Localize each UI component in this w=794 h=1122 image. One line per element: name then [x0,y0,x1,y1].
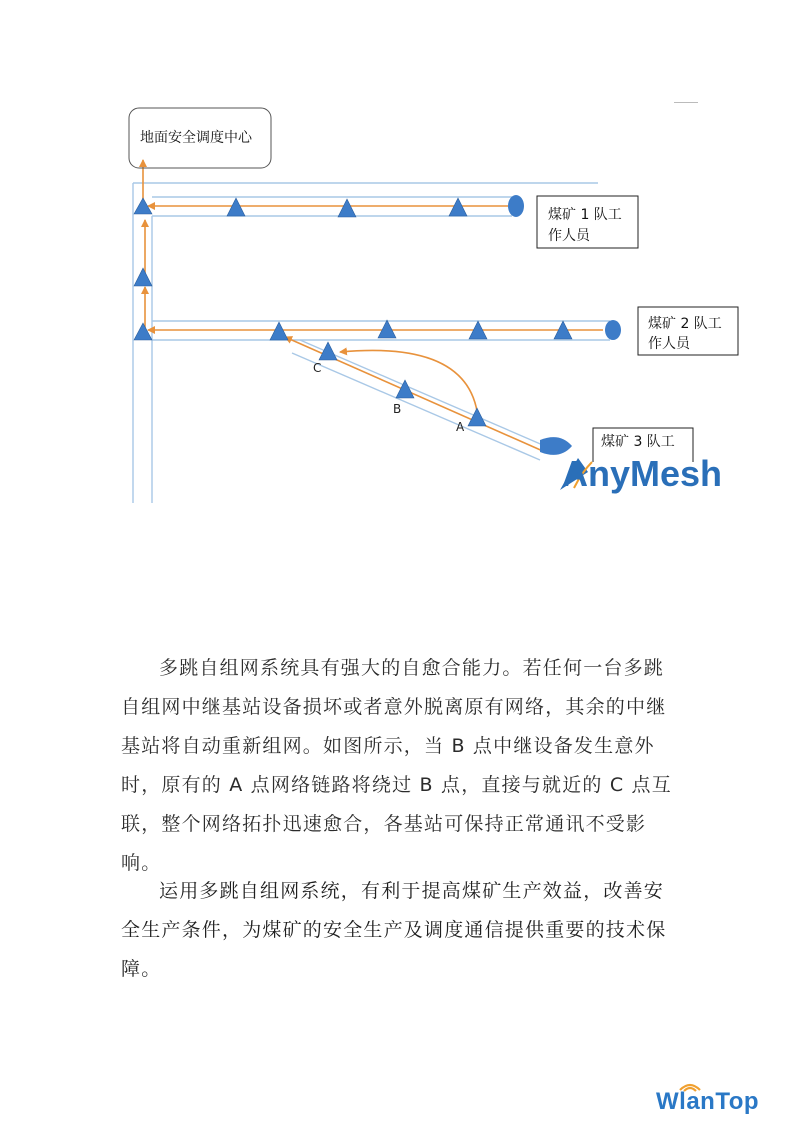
relay-nodes [134,198,572,426]
wlantop-logo [652,1074,762,1122]
team2-label-line2: 作人员 [648,336,690,352]
team2-marker [605,320,621,340]
tunnel-lines [133,183,610,503]
team3-label: 煤矿 3 队工 [601,434,675,450]
relay-node [270,322,288,340]
relay-node [227,198,245,216]
relay-node-a [468,408,486,426]
corner-rule [674,102,698,103]
mine-network-diagram [0,0,794,520]
anymesh-logo [560,453,722,494]
point-label-a: A [456,420,465,434]
relay-node [134,268,152,286]
relay-node [338,199,356,217]
paragraph-benefits: 运用多跳自组网系统，有利于提高煤矿生产效益，改善安全生产条件，为煤矿的安全生产及调度通信提供重要的技术保障。 [121,880,667,980]
relay-node [449,198,467,216]
point-label-c: C [313,361,322,375]
relay-node [134,323,152,340]
control-center-label: 地面安全调度中心 [140,130,252,146]
team1-label-line2: 作人员 [548,228,590,244]
team1-marker [508,195,524,217]
point-label-b: B [393,402,402,416]
wlantop-logo-text: WlanTop [656,1088,760,1115]
anymesh-logo-text: AnyMesh [562,453,723,494]
relay-node [378,320,396,338]
relay-node-c [319,342,337,360]
data-flow-arrows [143,160,603,452]
paragraph-self-healing: 多跳自组网系统具有强大的自愈合能力。若任何一台多跳自组网中继基站设备损坏或者意外脱离原有网络，其余的中继基站将自动重新组网。如图所示，当 B 点中继设备发生意外时，原有的 A 点网络链路将绕过 B 点，直接与就近的 C 点互联，整个网络拓扑迅速愈合，各基站可保持正常通讯不受影响。 [121,657,672,874]
team1-label-line1: 煤矿 1 队工 [548,207,622,223]
team2-label-line1: 煤矿 2 队工 [648,316,722,332]
